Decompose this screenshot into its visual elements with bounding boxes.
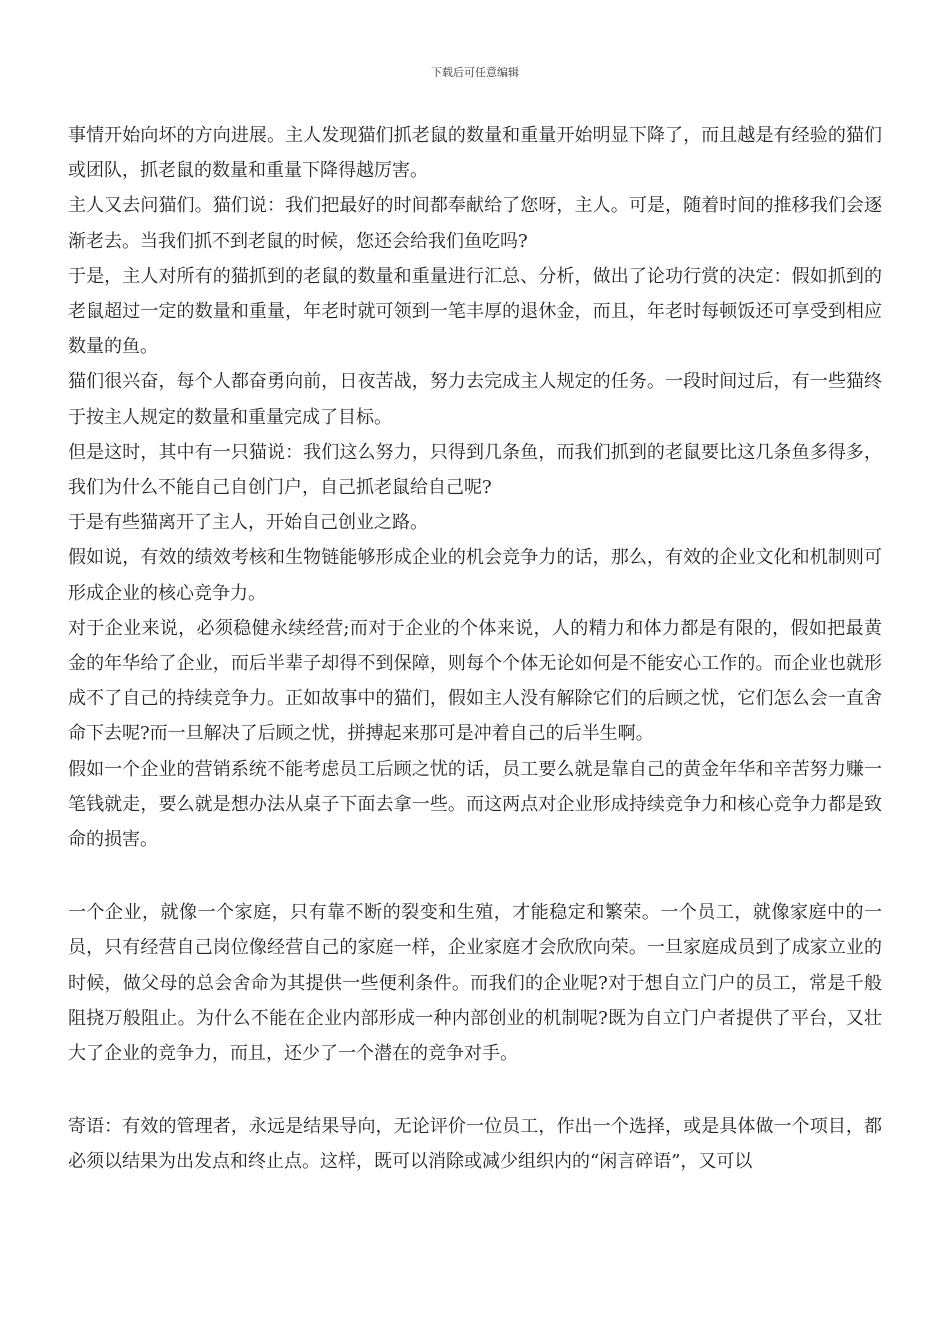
document-body <box>68 118 882 1180</box>
paragraph-7: 假如说，有效的绩效考核和生物链能够形成企业的机会竞争力的话，那么，有效的企业文化和机制则可形成企业的核心竞争力。 <box>68 547 882 604</box>
paragraph-11: 寄语：有效的管理者，永远是结果导向，无论评价一位员工，作出一个选择，或是具体做一个项目，都必须以结果为出发点和终止点。这样，既可以消除或减少组织内的“闲言碎语”，又可以 <box>68 1116 882 1173</box>
paragraph-2: 主人又去问猫们。猫们说：我们把最好的时间都奉献给了您呀，主人。可是，随着时间的推移我们会逐渐老去。当我们抓不到老鼠的时候，您还会给我们鱼吃吗? <box>68 195 882 252</box>
paragraph-6: 于是有些猫离开了主人，开始自己创业之路。 <box>68 512 428 534</box>
paragraph-1: 事情开始向坏的方向进展。主人发现猫们抓老鼠的数量和重量开始明显下降了，而且越是有经验的猫们或团队，抓老鼠的数量和重量下降得越厉害。 <box>68 125 882 182</box>
paragraph-9: 假如一个企业的营销系统不能考虑员工后顾之忧的话，员工要么就是靠自己的黄金年华和辛苦努力赚一笔钱就走，要么就是想办法从桌子下面去拿一些。而这两点对企业形成持续竞争力和核心竞争力都是致命的损害。 <box>68 758 882 851</box>
paragraph-8: 对于企业来说，必须稳健永续经营;而对于企业的个体来说，人的精力和体力都是有限的，假如把最黄金的年华给了企业，而后半辈子却得不到保障，则每个个体无论如何是不能安心工作的。而企业也就形成不了自己的持续竞争力。正如故事中的猫们，假如主人没有解除它们的后顾之忧，它们怎么会一直舍命下去呢?而一旦解决了后顾之忧，拼搏起来那可是冲着自己的后半生啊。 <box>68 617 882 745</box>
paragraph-spacer <box>68 1071 882 1109</box>
paragraph-5: 但是这时，其中有一只猫说：我们这么努力，只得到几条鱼，而我们抓到的老鼠要比这几条鱼多得多，我们为什么不能自己自创门户，自己抓老鼠给自己呢? <box>68 441 882 499</box>
paragraph-4: 猫们很兴奋，每个人都奋勇向前，日夜苦战，努力去完成主人规定的任务。一段时间过后，有一些猫终于按主人规定的数量和重量完成了目标。 <box>68 371 882 428</box>
paragraph-3: 于是，主人对所有的猫抓到的老鼠的数量和重量进行汇总、分析，做出了论功行赏的决定：假如抓到的老鼠超过一定的数量和重量，年老时就可领到一笔丰厚的退休金，而且，年老时每顿饭还可享受到相应数量的鱼。 <box>68 265 882 358</box>
paragraph-10: 一个企业，就像一个家庭，只有靠不断的裂变和生殖，才能稳定和繁荣。一个员工，就像家庭中的一员，只有经营自己岗位像经营自己的家庭一样，企业家庭才会欣欣向荣。一旦家庭成员到了成家立业的时候，做父母的总会舍命为其提供一些便利条件。而我们的企业呢?对于想自立门户的员工，常是千般阻挠万般阻止。为什么不能在企业内部形成一种内部创业的机制呢?既为自立门户者提供了平台，又壮大了企业的竞争力，而且，还少了一个潜在的竞争对手。 <box>68 902 882 1065</box>
page-header: 下载后可任意编辑 <box>431 66 519 79</box>
paragraph-spacer <box>68 857 882 895</box>
